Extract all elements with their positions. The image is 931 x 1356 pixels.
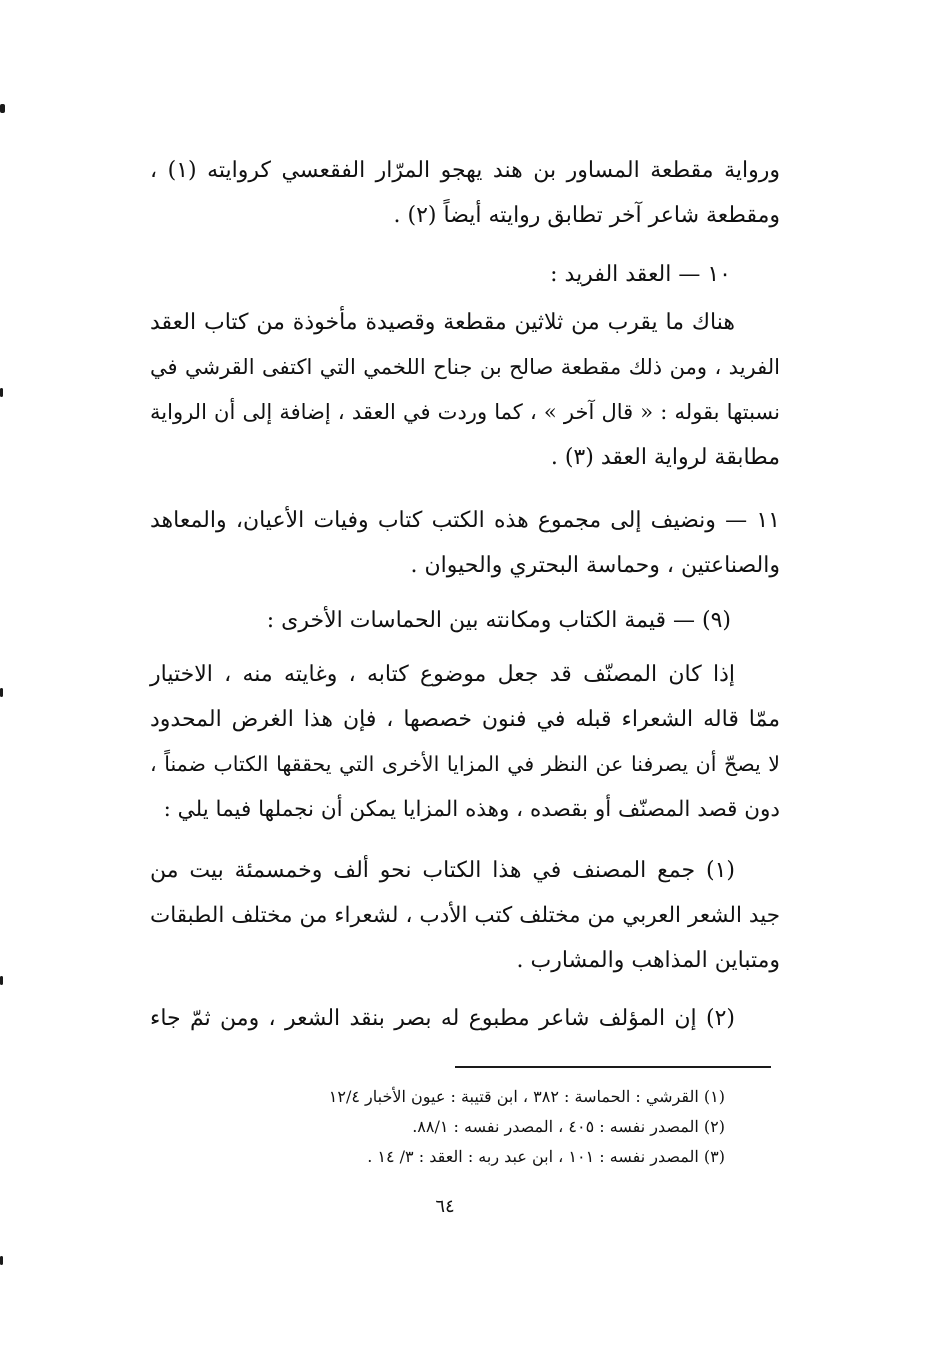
text-line: هناك ما يقرب من ثلاثين مقطعة وقصيدة مأخوذة من كتاب العقد xyxy=(150,310,736,335)
text-line: والصناعتين ، وحماسة البحتري والحيوان . xyxy=(410,553,780,578)
text-line: ورواية مقطعة المساور بن هند يهجو المرّار الفقعسي كروايته (١) ، xyxy=(150,158,780,183)
paragraph-11 xyxy=(150,498,780,588)
text-line: ممّا قاله الشعراء قبله في فنون خصصها ، فإن هذا الغرض المحدود xyxy=(150,707,780,732)
text-line: ومتباين المذاهب والمشارب . xyxy=(516,948,780,973)
scan-edge-mark xyxy=(0,1256,3,1265)
text-line: ومقطعة شاعر آخر تطابق روايته أيضاً (٢) . xyxy=(393,203,780,228)
text-line: لا يصحّ أن يصرفنا عن النظر في المزايا الأخرى التي يحققها الكتاب ضمناً ، xyxy=(150,752,780,776)
text-line: نسبتها بقوله : « قال آخر » ، كما وردت في العقد ، إضافة إلى أن الرواية xyxy=(150,400,780,424)
text-line: جيد الشعر العربي من مختلف كتب الأدب ، لشعراء من مختلف الطبقات xyxy=(150,903,780,928)
text-line: (١) جمع المصنف في هذا الكتاب نحو ألف وخمسمئة بيت من xyxy=(150,858,735,883)
scan-edge-mark xyxy=(0,388,3,397)
text-line: (٢) إن المؤلف شاعر مطبوع له بصر بنقد الشعر ، ومن ثمّ جاء xyxy=(150,1006,735,1031)
scan-edge-mark xyxy=(0,104,5,113)
section-heading-10: ١٠ — العقد الفريد : xyxy=(550,262,731,287)
scan-edge-mark xyxy=(0,976,3,985)
paragraph-intro xyxy=(150,148,780,238)
text-line: مطابقة لرواية العقد (٣) . xyxy=(550,445,780,470)
footnote-separator xyxy=(455,1066,771,1068)
text-line: الفريد ، ومن ذلك مقطعة صالح بن جناح اللخمي التي اكتفى القرشي في xyxy=(150,355,780,379)
paragraph-10 xyxy=(150,300,780,480)
footnotes xyxy=(180,1082,725,1172)
page-number: ٦٤ xyxy=(435,1196,455,1217)
text-line: دون قصد المصنّف أو بقصده ، وهذه المزايا يمكن أن نجملها فيما يلي : xyxy=(163,797,780,822)
footnote-2: (٢) المصدر نفسه : ٤٠٥ ، المصدر نفسه : ٨٨/١. xyxy=(412,1117,725,1136)
footnote-3: (٣) المصدر نفسه : ١٠١ ، ابن عبد ربه : العقد : ٣/ ١٤ . xyxy=(367,1147,725,1166)
scan-edge-mark xyxy=(0,688,3,697)
footnote-1: (١) القرشي : الحماسة : ٣٨٢ ، ابن قتيبة : عيون الأخبار ١٢/٤ xyxy=(328,1087,725,1106)
point-2 xyxy=(150,996,780,1041)
section-heading-9: (٩) — قيمة الكتاب ومكانته بين الحماسات الأخرى : xyxy=(266,608,731,633)
point-1 xyxy=(150,848,780,983)
paragraph-book-value xyxy=(150,652,780,832)
text-line: ١١ — ونضيف إلى مجموع هذه الكتب كتاب وفيات الأعيان، والمعاهد xyxy=(150,508,780,533)
text-line: إذا كان المصنّف قد جعل موضوع كتابه ، وغايته منه ، الاختيار xyxy=(150,662,736,687)
